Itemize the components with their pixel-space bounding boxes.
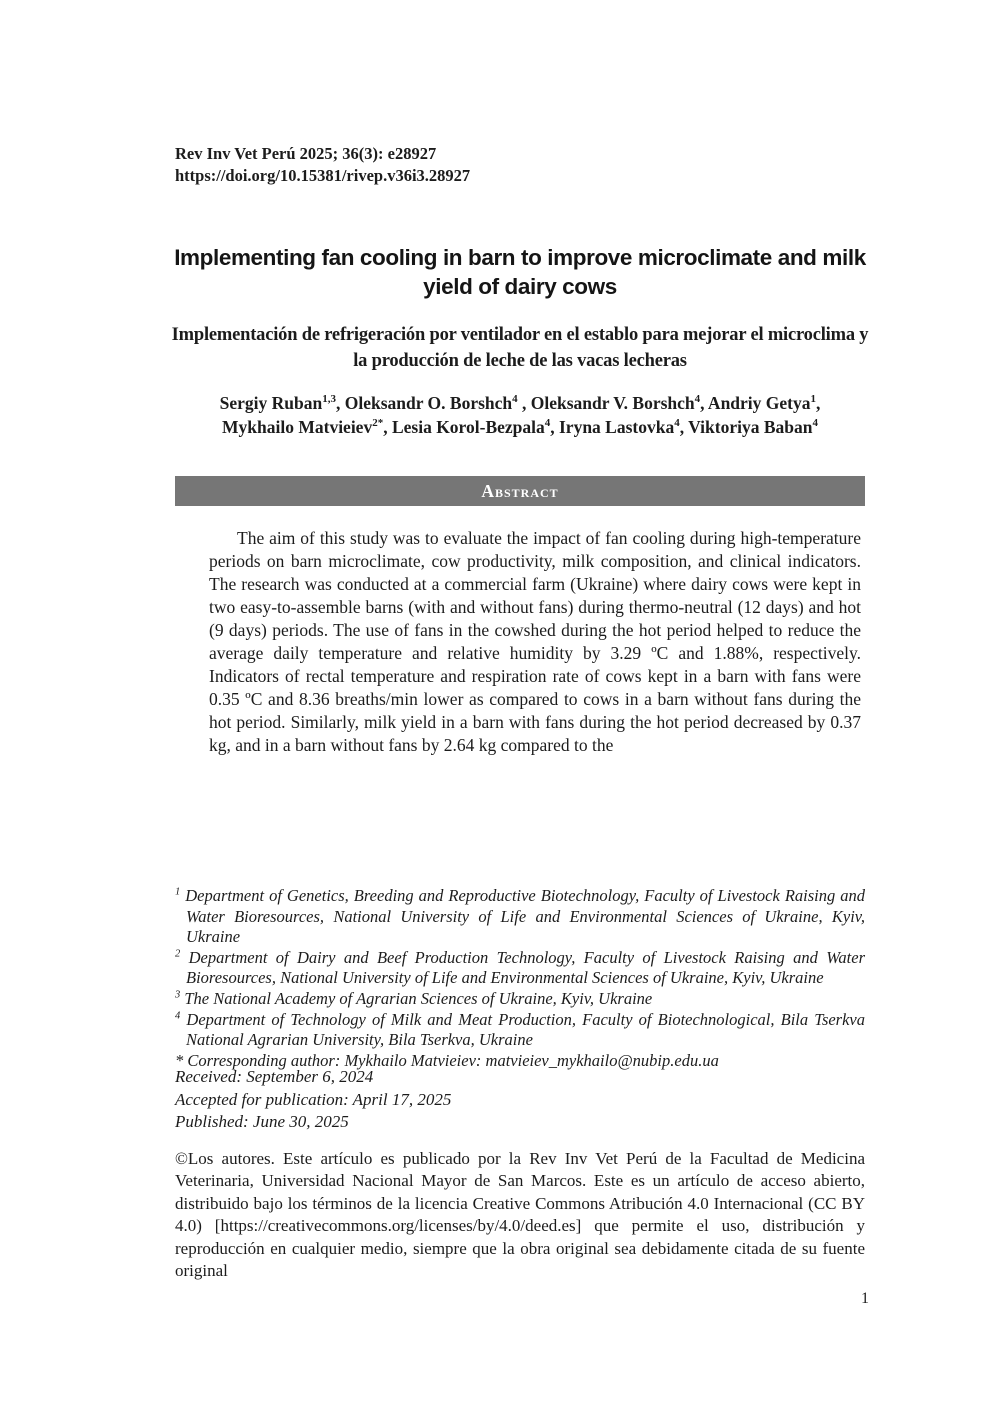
journal-reference: Rev Inv Vet Perú 2025; 36(3): e28927 bbox=[175, 144, 437, 163]
abstract-heading-label: Abstract bbox=[481, 481, 559, 501]
page-number: 1 bbox=[861, 1290, 869, 1307]
footnote-item: * Corresponding author: Mykhailo Matvieiev: matvieiev_mykhailo@nubip.edu.ua bbox=[175, 1050, 719, 1070]
page-header bbox=[175, 143, 470, 187]
accepted-date: Accepted for publication: April 17, 2025 bbox=[175, 1089, 452, 1109]
authors-block bbox=[160, 391, 880, 439]
dates-block bbox=[175, 1066, 451, 1134]
footnote-item: $^1$ Department of Genetics, Breeding and Reproductive Biotechnology, Faculty of Livestock Raising and Water Bioresources, National University of Life and Environmental Sciences of Ukraine, Kyiv, Ukraine bbox=[175, 886, 866, 947]
footnotes-block bbox=[175, 886, 865, 1071]
abstract-paragraph: The aim of this study was to evaluate the impact of fan cooling during high-temperature periods on barn microclimate, cow productivity, milk composition, and clinical indicators. The research was conducted at a commercial farm (Ukraine) where dairy cows were kept in two easy-to-assemble barns (with and without fans) during thermo-neutral (12 days) and hot (9 days) periods. The use of fans in the cowshed during the hot period helped to reduce the average daily temperature and relative humidity by 3.29 ºC and 1.88%, respectively. Indicators of rectal temperature and respiration rate of cows kept in a barn with fans were 0.35 ºC and 8.36 breaths/min lower as compared to cows in a barn without fans during the hot period. Similarly, milk yield in a barn with fans during the hot period decreased by 0.37 kg, and in a barn without fans by 2.64 kg compared to the bbox=[209, 528, 861, 755]
received-date: Received: September 6, 2024 bbox=[175, 1067, 374, 1086]
published-date: Published: June 30, 2025 bbox=[175, 1112, 349, 1131]
abstract-section-header bbox=[175, 476, 865, 506]
authors-line-1: Sergiy Ruban$^{1,3}$, Oleksandr O. Borshch$^4$ , Oleksandr V. Borshch$^4$, Andriy Getya$^1$, bbox=[219, 393, 821, 413]
authors-line-2: Mykhailo Matvieiev$^{2*}$, Lesia Korol-Bezpala$^4$, Iryna Lastovka$^4$, Viktoriya Baban$^4$ bbox=[222, 417, 818, 437]
footnote-item: $^4$ Department of Technology of Milk and Meat Production, Faculty of Biotechnological, Bila Tserkva National Agrarian University, Bila Tserkva, Ukraine bbox=[175, 1009, 866, 1050]
doi-link[interactable]: https://doi.org/10.15381/rivep.v36i3.28927 bbox=[175, 166, 471, 185]
article-title-spanish: Implementación de refrigeración por ventilador en el establo para mejorar el microclima y la producción de leche de las vacas lecheras bbox=[171, 325, 869, 371]
footnote-item: $^3$ The National Academy of Agrarian Sciences of Ukraine, Kyiv, Ukraine bbox=[175, 988, 653, 1008]
license-paragraph: ©Los autores. Este artículo es publicado por la Rev Inv Vet Perú de la Facultad de Medicina Veterinaria, Universidad Nacional Mayor de San Marcos. Este es un artículo de acceso abierto, distribuido bajo los términos de la licencia Creative Commons Atribución 4.0 Internacional (CC BY 4.0) [https://creativecommons.org/licenses/by/4.0/deed.es] que permite el uso, distribución y reproducción en cualquier medio, siempre que la obra original sea debidamente citada de su fuente original bbox=[175, 1149, 865, 1281]
article-title-english: Implementing fan cooling in barn to improve microclimate and milk yield of dairy cows bbox=[174, 245, 866, 299]
footnote-item: $^2$ Department of Dairy and Beef Production Technology, Faculty of Livestock Raising and Water Bioresources, National University of Life and Environmental Sciences of Ukraine, Kyiv, Ukraine bbox=[175, 947, 866, 988]
